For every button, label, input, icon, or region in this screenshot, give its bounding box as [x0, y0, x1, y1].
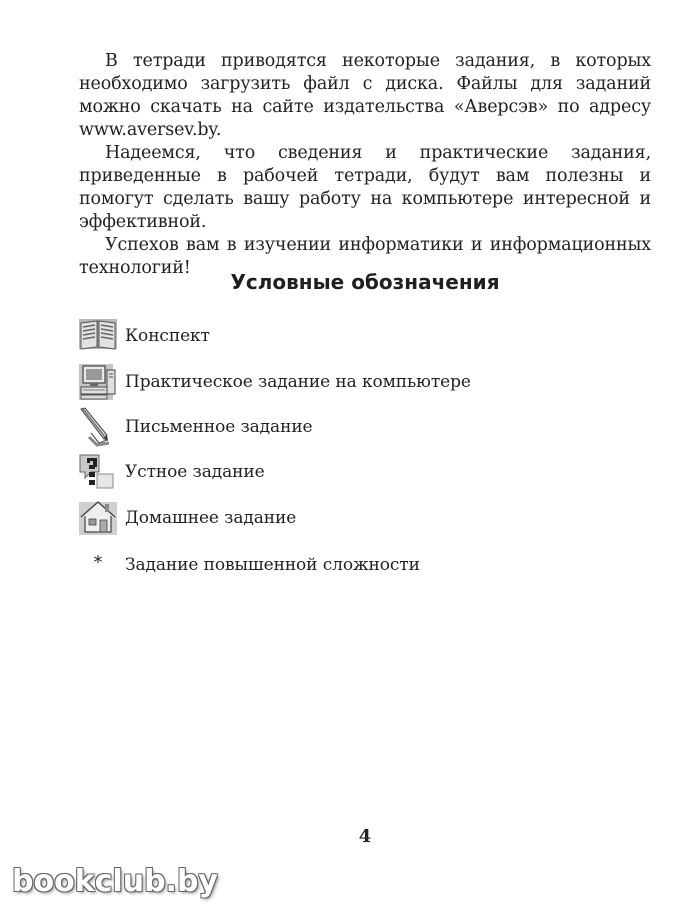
legend-item-written-task [77, 407, 597, 447]
pen-icon [77, 407, 119, 447]
intro-paragraph-3: Успехов вам в изучении информатики и информационных технологий! [79, 235, 651, 278]
intro-paragraph-2: Надеемся, что сведения и практические задания, приведенные в рабочей тетради, будут вам полезны и помогут сделать вашу работу на компьютере интересной и эффективной. [79, 143, 651, 232]
legend-label-written-task: Письменное задание [125, 417, 313, 437]
legend-item-computer-task [77, 362, 597, 402]
page-number: 4 [358, 826, 372, 847]
legend-label-summary: Конспект [125, 326, 210, 346]
question-icon [77, 452, 119, 492]
house-icon [77, 498, 119, 538]
legend-item-homework [77, 498, 597, 538]
legend-title: Условные обозначения [230, 270, 500, 294]
watermark-logo: bookclub.by [12, 864, 218, 899]
book-icon [77, 316, 119, 356]
legend-label-computer-task: Практическое задание на компьютере [125, 372, 471, 392]
legend-item-oral-task [77, 452, 597, 492]
legend-label-homework: Домашнее задание [125, 508, 297, 528]
intro-paragraph-1: В тетради приводятся некоторые задания, в которых необходимо загрузить файл с диска. Файлы для заданий можно скачать на сайте издательства «Аверсэв» по адресу www.aversev.by. [79, 51, 651, 140]
legend-item-advanced-task [77, 545, 597, 585]
asterisk-icon: * [93, 552, 103, 573]
intro-text [79, 50, 651, 280]
legend-item-summary [77, 316, 597, 356]
legend-label-advanced-task: Задание повышенной сложности [125, 555, 420, 575]
computer-icon [77, 362, 119, 402]
legend-label-oral-task: Устное задание [125, 462, 265, 482]
